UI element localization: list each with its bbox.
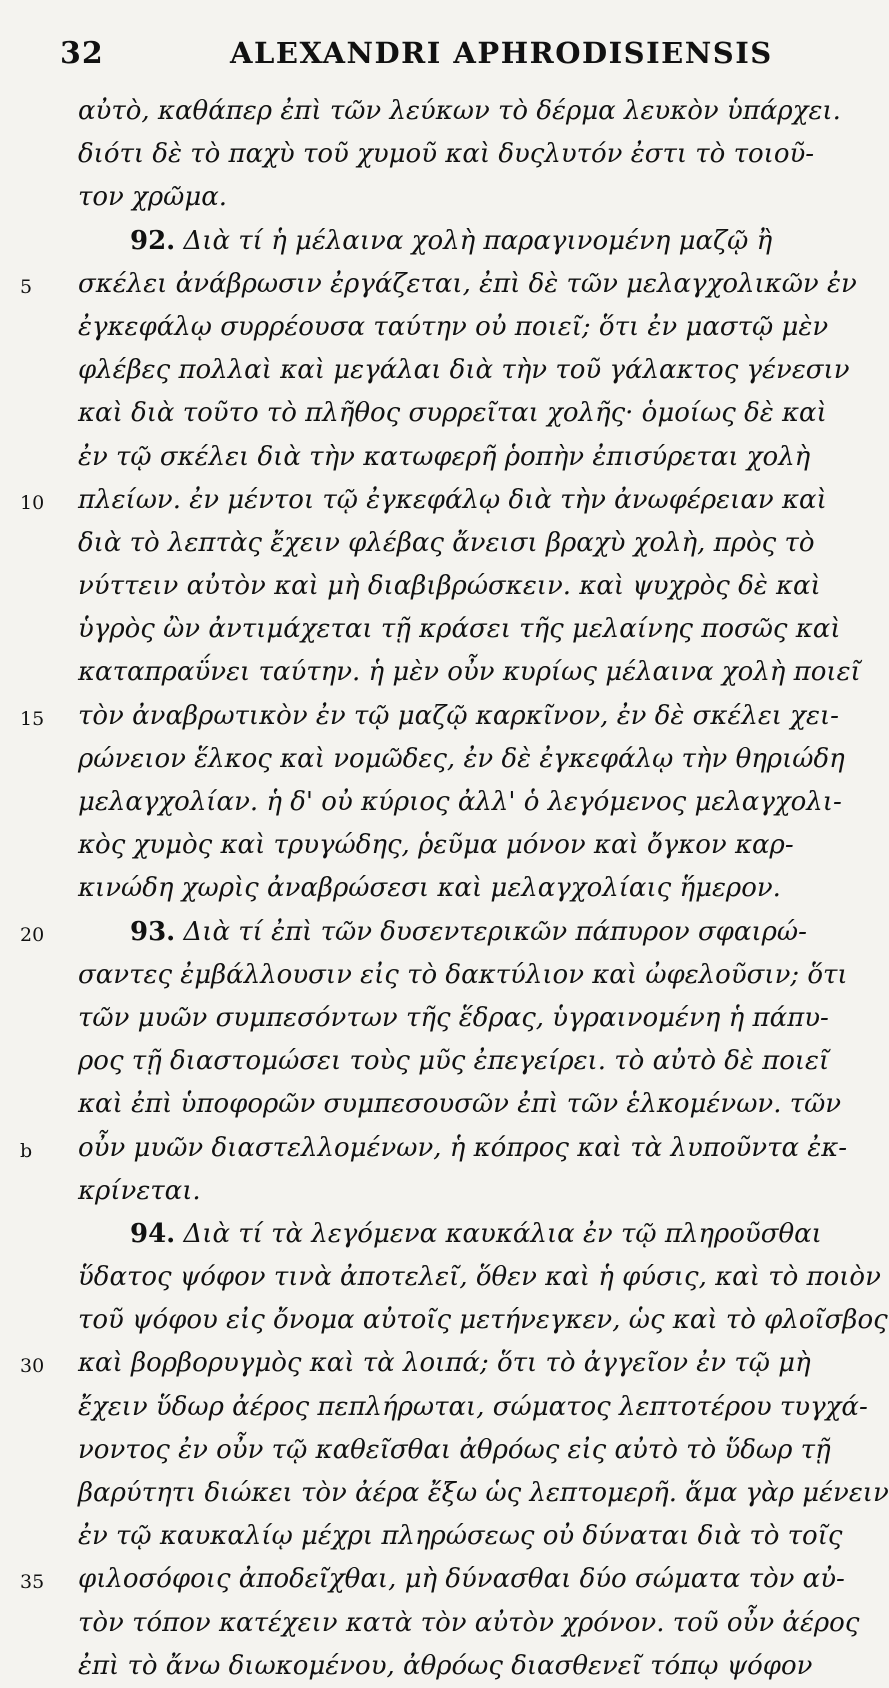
line-text: ἐν τῷ σκέλει διὰ τὴν κατωφερῆ ῥοπὴν ἐπισύρεται χολὴ [78,441,811,472]
line-text: ρος τῇ διαστομώσει τοὺς μῦς ἐπεγείρει. τὸ αὐτὸ δὲ ποιεῖ [78,1046,830,1077]
line-text: φιλοσόφοις ἀποδεῖχθαι, μὴ δύνασθαι δύο σώματα τὸν αὐ- [78,1564,845,1595]
running-head: ALEXANDRI APHRODISIENSIS [230,36,773,70]
line-text: τὸν ἀναβρωτικὸν ἐν τῷ μαζῷ καρκῖνον, ἐν δὲ σκέλει χει- [78,700,839,731]
line-text: κινώδη χωρὶς ἀναβρώσεσι καὶ μελαγχολίαις ἥμερον. [78,873,781,904]
text-line [0,608,841,651]
text-line [0,133,815,176]
text-line [0,349,850,392]
text-line [0,1127,848,1170]
text-line [0,392,827,435]
line-text: 93. Διὰ τί ἐπὶ τῶν δυσεντερικῶν πάπυρον σφαιρώ- [130,916,807,947]
text-line [0,1515,843,1558]
text-line [0,1256,881,1299]
text-line [0,1083,842,1126]
text-line [0,997,829,1040]
line-text: κὸς χυμὸς καὶ τρυγώδης, ῥεῦμα μόνον καὶ ὄγκον καρ- [78,830,794,861]
text-line [0,306,829,349]
line-text: αὐτὸ, καθάπερ ἐπὶ τῶν λεύκων τὸ δέρμα λευκὸν ὑπάρχει. [78,96,841,126]
line-text: διὰ τὸ λεπτὰς ἔχειν φλέβας ἄνεισι βραχὺ χολὴ, πρὸς τὸ [78,527,815,558]
line-text: ρώνειον ἕλκος καὶ νομῶδες, ἐν δὲ ἐγκεφάλῳ τὴν θηριώδη [78,743,845,774]
page-number: 32 [60,36,104,71]
text-line [0,651,861,694]
line-text: ἐν τῷ καυκαλίῳ μέχρι πληρώσεως οὐ δύναται διὰ τὸ τοῖς [78,1521,843,1552]
line-text: 94. Διὰ τί τὰ λεγόμενα καυκάλια ἐν τῷ πληροῦσθαι [130,1218,822,1249]
line-text: τῶν μυῶν συμπεσόντων τῆς ἕδρας, ὑγραινομένη ἡ πάπυ- [78,1002,829,1033]
line-text: καταπραΰνει ταύτην. ἡ μὲν οὖν κυρίως μέλαινα χολὴ ποιεῖ [78,657,861,688]
line-text: οὖν μυῶν διαστελλομένων, ἡ κόπρος καὶ τὰ λυποῦντα ἐκ- [78,1132,848,1163]
text-line [0,824,800,867]
line-text: καὶ διὰ τοῦτο τὸ πλῆθος συρρεῖται χολῆς· ὁμοίως δὲ καὶ [78,398,827,429]
line-number: 30 [20,1355,45,1378]
text-line [0,1386,868,1429]
text-line [0,1558,845,1601]
text-line [0,1645,813,1688]
text-line [0,954,848,997]
text-line [0,479,827,522]
text-line [0,911,807,954]
line-number: 10 [20,491,45,514]
line-text: καὶ ἐπὶ ὑποφορῶν συμπεσουσῶν ἐπὶ τῶν ἑλκομένων. τῶν [78,1089,842,1120]
line-number: 15 [20,707,45,730]
line-text: μελαγχολίαν. ἡ δ' οὐ κύριος ἀλλ' ὁ λεγόμενος μελαγχολι- [78,787,842,817]
text-line [0,1602,860,1645]
line-number: b [20,1139,33,1162]
line-text: τὸν τόπον κατέχειν κατὰ τὸν αὐτὸν χρόνον. τοῦ οὖν ἀέρος [78,1607,860,1638]
text-line [0,1040,830,1083]
section-number: 93. [130,916,176,947]
line-text: ὕδατος ψόφον τινὰ ἀποτελεῖ, ὅθεν καὶ ἡ φύσις, καὶ τὸ ποιὸν [78,1262,881,1293]
line-text: ἔχειν ὕδωρ ἀέρος πεπλήρωται, σώματος λεπτοτέρου τυγχά- [78,1391,868,1422]
line-text: κρίνεται. [78,1175,201,1206]
line-text: φλέβες πολλαὶ καὶ μεγάλαι διὰ τὴν τοῦ γάλακτος γένεσιν [78,355,850,386]
text-line [0,565,821,608]
line-text: ἐπὶ τὸ ἄνω διωκομένου, ἀθρόως διασθενεῖ τόπῳ ψόφον [78,1650,813,1681]
line-text: σαντες ἐμβάλλουσιν εἰς τὸ δακτύλιον καὶ ὠφελοῦσιν; ὅτι [78,959,848,990]
line-text: νοντος ἐν οὖν τῷ καθεῖσθαι ἀθρόως εἰς αὐτὸ τὸ ὕδωρ τῇ [78,1434,831,1465]
line-text: διότι δὲ τὸ παχὺ τοῦ χυμοῦ καὶ δυςλυτόν ἐστι τὸ τοιοῦ- [78,139,815,170]
text-line [0,1299,888,1342]
line-text: σκέλει ἀνάβρωσιν ἐργάζεται, ἐπὶ δὲ τῶν μελαγχολικῶν ἐν [78,268,857,299]
text-line [0,522,815,565]
text-line [0,1472,889,1515]
text-line [0,1342,811,1385]
body-text [0,90,889,1688]
line-number: 20 [20,923,45,946]
text-line [0,90,841,133]
text-line [0,1213,822,1256]
text-line [0,1170,800,1213]
line-text: τον χρῶμα. [78,182,228,213]
line-text: καὶ βορβορυγμὸς καὶ τὰ λοιπά; ὅτι τὸ ἀγγεῖον ἐν τῷ μὴ [78,1348,811,1379]
text-line [0,263,857,306]
text-line [0,436,811,479]
text-line [0,781,842,824]
text-line [0,738,845,781]
line-text: 92. Διὰ τί ἡ μέλαινα χολὴ παραγινομένη μαζῷ ἢ [130,225,773,256]
text-line [0,220,800,263]
section-number: 92. [130,225,176,256]
page-header [0,30,800,78]
line-text: τοῦ ψόφου εἰς ὄνομα αὐτοῖς μετήνεγκεν, ὡς καὶ τὸ φλοῖσβος [78,1305,888,1336]
line-text: βαρύτητι διώκει τὸν ἀέρα ἔξω ὡς λεπτομερῆ. ἅμα γὰρ μένειν [78,1478,889,1508]
section-number: 94. [130,1218,176,1249]
text-line [0,695,839,738]
line-text: ἐγκεφάλῳ συρρέουσα ταύτην οὐ ποιεῖ; ὅτι ἐν μαστῷ μὲν [78,311,829,342]
text-line [0,1429,831,1472]
line-text: ὑγρὸς ὢν ἀντιμάχεται τῇ κράσει τῆς μελαίνης ποσῶς καὶ [78,614,841,645]
text-line [0,176,800,219]
line-number: 5 [20,275,33,298]
line-text: νύττειν αὐτὸν καὶ μὴ διαβιβρώσκειν. καὶ ψυχρὸς δὲ καὶ [78,571,821,602]
line-text: πλείων. ἐν μέντοι τῷ ἐγκεφάλῳ διὰ τὴν ἀνωφέρειαν καὶ [78,484,827,515]
line-number: 35 [20,1571,45,1594]
text-line [0,867,800,910]
